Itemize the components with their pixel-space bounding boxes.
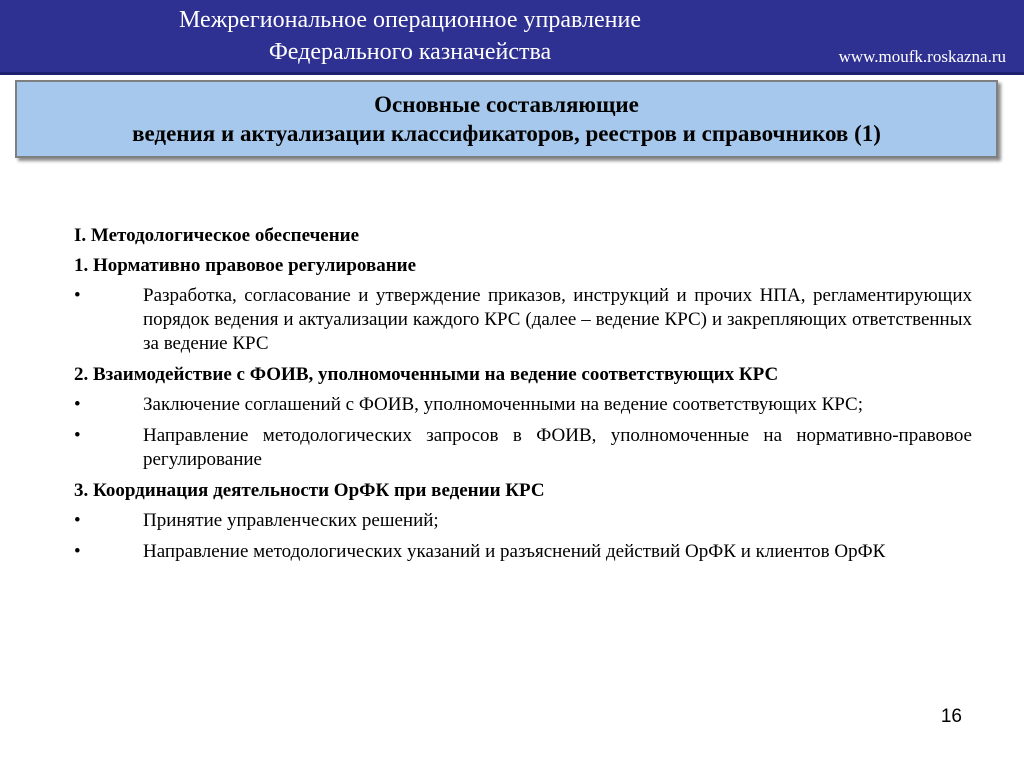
page-number: 16 (940, 706, 962, 727)
organization-name-line1: Межрегиональное операционное управление (179, 7, 641, 33)
slide-title-line1: Основные составляющие (374, 92, 639, 117)
section-title-1: 1. Нормативно правовое регулирование (74, 255, 417, 276)
list-item-text: Разработка, согласование и утверждение приказов, инструкций и прочих НПА, регламентирующих порядок ведения и актуализации каждого КРС (далее – ведение КРС) и закрепляющих ответственных за ведение КРС (143, 285, 972, 354)
header-banner (0, 0, 1024, 75)
organization-name-line2: Федерального казначейства (268, 39, 552, 65)
slide-title-line2: ведения и актуализации классификаторов, реестров и справочников (1) (132, 121, 881, 146)
list-item (74, 424, 972, 472)
list-item (74, 284, 972, 356)
bullet: • (74, 285, 81, 306)
list-item (74, 393, 972, 417)
section-title-2: 2. Взаимодействие с ФОИВ, уполномоченными на ведение соответствующих КРС (74, 364, 779, 385)
content-heading: I. Методологическое обеспечение (74, 225, 360, 246)
list-item-text: Заключение соглашений с ФОИВ, уполномоченными на ведение соответствующих КРС; (143, 394, 863, 415)
bullet: • (74, 425, 81, 446)
list-item (74, 540, 972, 564)
list-item-text: Направление методологических указаний и разъяснений действий ОрФК и клиентов ОрФК (143, 541, 886, 562)
slide-content (74, 224, 972, 571)
bullet: • (74, 510, 81, 531)
website-url[interactable]: www.moufk.roskazna.ru (838, 47, 1006, 66)
list-item-text: Принятие управленческих решений; (143, 510, 439, 531)
bullet: • (74, 541, 81, 562)
bullet: • (74, 394, 81, 415)
section-title-3: 3. Координация деятельности ОрФК при ведении КРС (74, 480, 545, 501)
slide-title-box (15, 80, 998, 158)
list-item-text: Направление методологических запросов в ФОИВ, уполномоченные на нормативно-правовое регулирование (143, 425, 972, 470)
list-item (74, 509, 972, 533)
